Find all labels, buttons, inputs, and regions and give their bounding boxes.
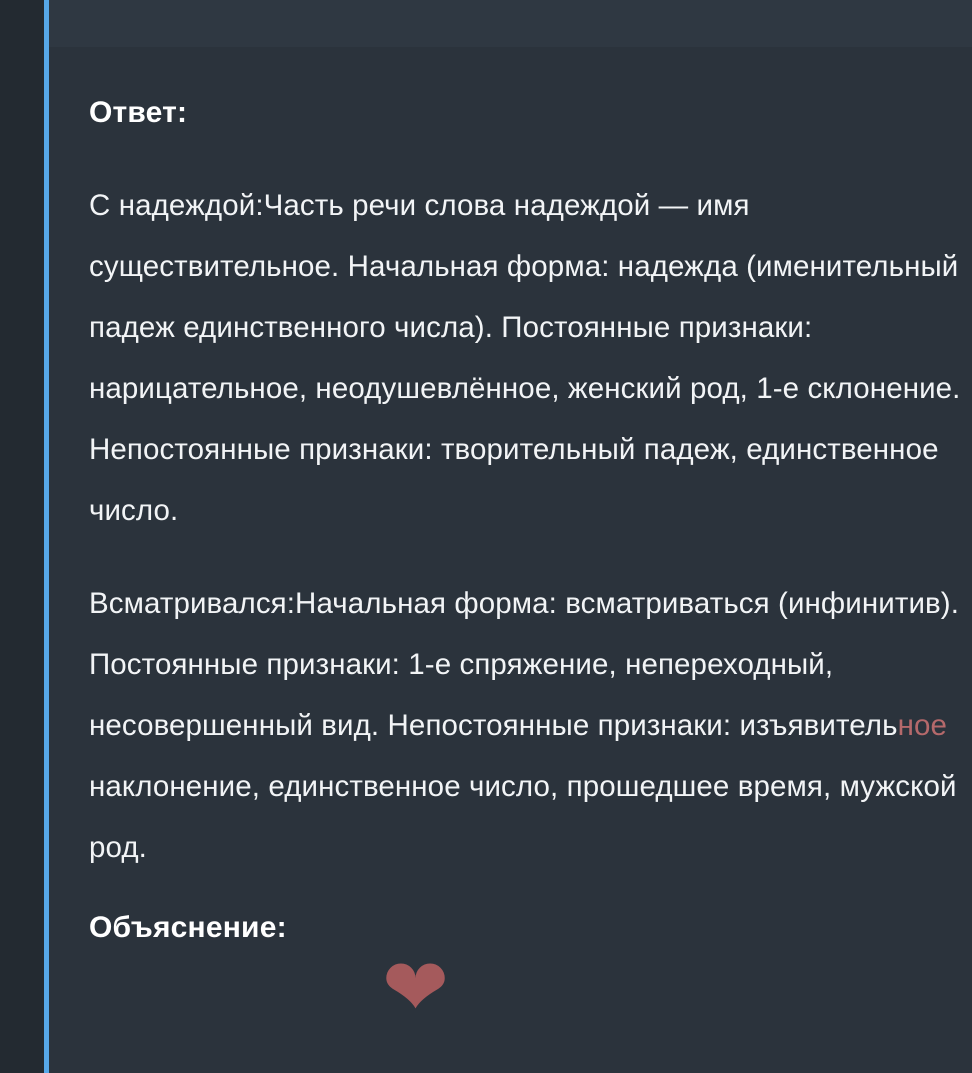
- highlighted-text: ное: [897, 709, 947, 742]
- explanation-heading: Объяснение:: [89, 911, 287, 944]
- answer-paragraph-1: С надеждой:Часть речи слова надеждой — имя существительное. Начальная форма: надежда (именительный падеж единственного числа). Постоянные признаки: нарицательное, неодушевлённое, женский род, 1-е склонение. Непостоянные признаки: творительный падеж, единственное число.: [89, 189, 969, 527]
- left-gutter: [0, 0, 44, 1073]
- answer-paragraph-2: Всматривался:Начальная форма: всматриваться (инфинитив). Постоянные признаки: 1-е спряжение, непереходный, несовершенный вид. Непостоянные признаки: изъявительное наклонение, единственное число, прошедшее время, мужской род.: [89, 587, 968, 864]
- top-header-strip: [49, 0, 972, 47]
- answer-content: [49, 47, 972, 1073]
- heart-icon: ❤: [382, 943, 450, 1032]
- answer-heading: Ответ:: [89, 96, 188, 129]
